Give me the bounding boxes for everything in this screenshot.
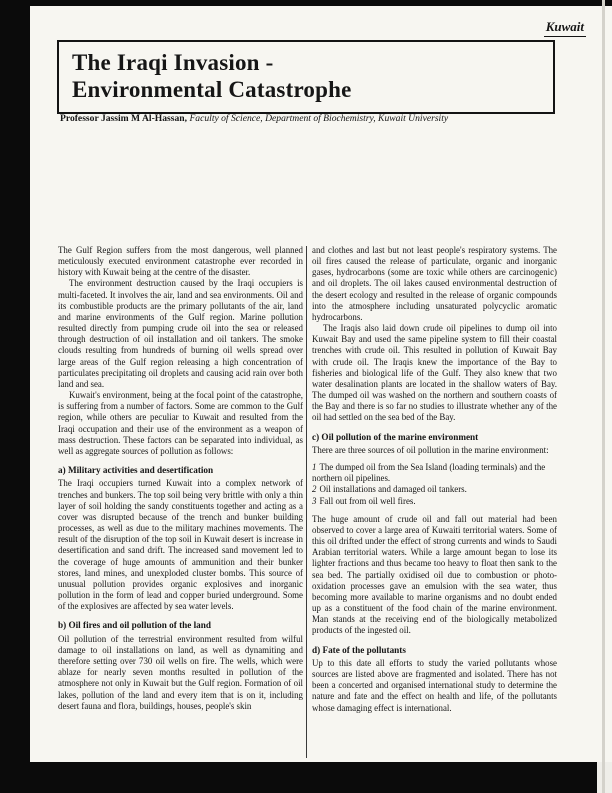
scan-edge-bottom: [0, 762, 597, 793]
list-item: [312, 462, 557, 484]
byline: [60, 113, 554, 125]
paragraph-marine-effects: The huge amount of crude oil and fall out material had been observed to cover a large area of Kuwaiti territorial waters. Some of this oil drifted under the effect of strong currents and winds to Saudi Arabian territorial waters. While a large amount began to lose its lighter fractions and thus became too heavy to float then sank to the sea bed. The partially oxidised oil due to combustion or photo-oxidation processes gave an emulsion with the sea water, thus becoming more available to marine organisms and no doubt ended up as a constituent of the food chain of the marine environment. Man stands at the receiving end of the biologically metabolized products of the ingested oil.: [312, 513, 557, 636]
pollution-sources-list: [312, 462, 557, 507]
section-heading-a: a) Military activities and desertification: [58, 464, 214, 475]
list-item-text: The dumped oil from the Sea Island (loading terminals) and the northern oil pipelines.: [312, 462, 546, 484]
paragraph-factors: Kuwait's environment, being at the focal point of the catastrophe, is suffering from a number of factors. Some are common to the Gulf region, while others are peculiar to Kuwait and resulted from the Iraqi occupation and their use of the environment as a weapon of mass destruction. These factors can be separated into individual, as well as aggregate sources of pollution as follows:: [58, 390, 303, 456]
section-heading-b: b) Oil fires and oil pollution of the land: [58, 620, 211, 631]
column-divider: [306, 246, 307, 758]
paragraph-marine-sources-intro: There are three sources of oil pollution in the marine environment:: [312, 445, 549, 455]
list-item-text: Fall out from oil well fires.: [319, 495, 416, 506]
paragraph-intro: The Gulf Region suffers from the most dangerous, well planned meticulously executed environment catastrophe ever recorded in history with Kuwait being at the centre of the disaster.: [58, 245, 303, 278]
paragraph-destruction: The environment destruction caused by the Iraqi occupiers is multi-faceted. It involves the air, land and sea environments. Oil and its combustible products are the primary pollutants of the air, land and marine environments of the Gulf region. Marine pollution resulted directly from pumping crude oil into the sea or released through destruction of oil installation and oil tankers. The smoke clouds resulting from hundreds of burning oil wells spread over large areas of the Gulf region releasing a high concentration of particulates precipitating oil droplets and causing acid rain over both land and sea.: [58, 278, 303, 389]
list-item: [312, 484, 557, 495]
country-header-label: Kuwait: [544, 19, 586, 37]
article-title-box: [57, 40, 555, 114]
right-column: [312, 245, 557, 762]
article-title-line-2: Environmental Catastrophe: [72, 77, 352, 102]
paragraph-pipelines: The Iraqis also laid down crude oil pipelines to dump oil into Kuwait Bay and used the same pipeline system to fill their coastal trenches with crude oil. This resulted in pollution of Kuwait Bay with crude oil. The Iraqis knew the importance of the Bay to fisheries and biological life of the Gulf. They also knew that two water desalination plants are located in the shallow waters of Bay. The dumped oil was washed on the northern and southern coasts of the Bay and there is so far no studies to illustrate whether any of the oil had settled on the sea bed of the Bay.: [312, 323, 557, 423]
list-item-number: 1: [312, 462, 317, 473]
scan-edge-right: [602, 0, 605, 793]
scan-edge-left: [0, 0, 30, 793]
scan-edge-top: [0, 0, 612, 6]
left-column: [58, 245, 303, 762]
paragraph-oil-fires: Oil pollution of the terrestrial environment resulted from wilful damage to oil installations on land, as well as dynamiting and therefore setting over 730 oil wells on fire. The wells, which were ablaze for nearly seven months resulted in pollution of the atmosphere not only in Kuwait but the Gulf region. Formation of oil lakes, pollution of the land and every item that is on it, including desert fauna and flora, buildings, houses, people's skin: [58, 633, 303, 711]
paragraph-military: The Iraqi occupiers turned Kuwait into a complex network of trenches and bunkers. The top soil being very brittle with only a thin layer of soil holding the sandy constituents together and acting as a cover was disrupted because of the trench and bunker building processes, as well as due to the military machines movements. The result of the disruption of the top soil in Kuwait desert is increase in desertification and sand drift. The increased sand movement led to the coverage of huge amounts of ammunition and their bunker stores, land mines, and unexploded cluster bombs. This source of unusual pollution provides organic explosives and inorganic pollution in the form of lead and copper buried underground. Some of the explosives are affected by sea water levels.: [58, 478, 303, 612]
paragraph-fate: Up to this date all efforts to study the varied pollutants whose sources are listed above are fragmented and isolated. There has not been a concerted and organised international study to determine the nature and fate and the effect on health and life, of the pollutants whose damaging effect is international.: [312, 658, 557, 713]
author-name: Professor Jassim M Al-Hassan,: [60, 113, 188, 124]
section-heading-c: c) Oil pollution of the marine environment: [312, 431, 479, 442]
list-item-number: 3: [312, 495, 317, 506]
author-affiliation: Faculty of Science, Department of Biochemistry, Kuwait University: [189, 113, 449, 124]
article-title-line-1: The Iraqi Invasion -: [72, 50, 274, 75]
section-heading-d: d) Fate of the pollutants: [312, 644, 406, 655]
paragraph-oil-fires-continued: and clothes and last but not least people's respiratory systems. The oil fires caused the release of particulate, organic and inorganic gases, hydrocarbons (some are toxic while others are carcinogenic) and oil droplets. The oil lakes caused environmental destruction of the desert ecology and resulted in the release of organic compounds into the atmosphere including unsaturated polycyclic aromatic hydrocarbons.: [312, 245, 557, 322]
list-item-text: Oil installations and damaged oil tankers.: [319, 484, 467, 495]
list-item-number: 2: [312, 484, 317, 495]
list-item: [312, 496, 557, 507]
